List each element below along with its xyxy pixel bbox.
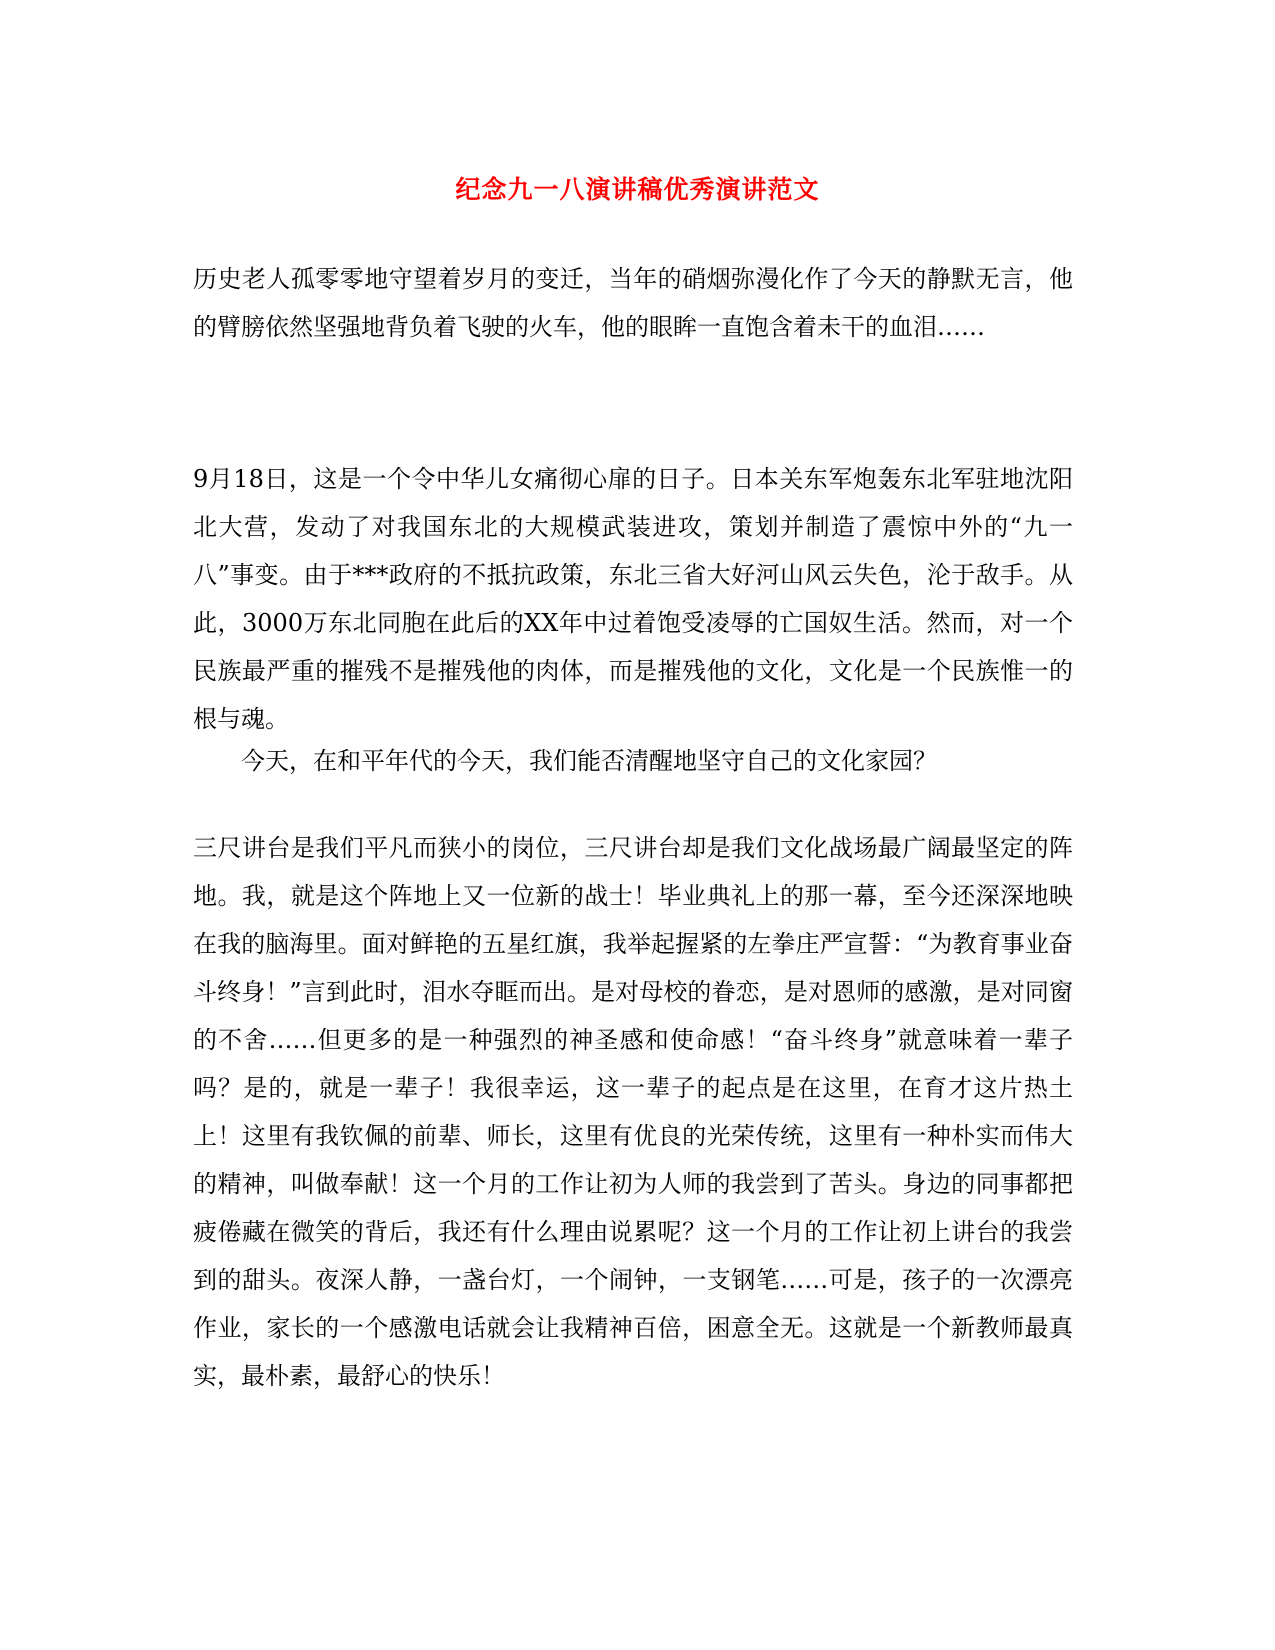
paragraph-question: 今天，在和平年代的今天，我们能否清醒地坚守自己的文化家园？ <box>241 747 937 775</box>
paragraph-intro: 历史老人孤零零地守望着岁月的变迁，当年的硝烟弥漫化作了今天的静默无言，他的臂膀依然坚强地背负着飞驶的火车，他的眼眸一直饱含着未干的血泪…… <box>193 265 1073 341</box>
paragraph-teacher: 三尺讲台是我们平凡而狭小的岗位，三尺讲台却是我们文化战场最广阔最坚定的阵地。我，就是这个阵地上又一位新的战士！毕业典礼上的那一幕，至今还深深地映在我的脑海里。面对鲜艳的五星红旗，我举起握紧的左拳庄严宣誓：“为教育事业奋斗终身！”言到此时，泪水夺眶而出。是对母校的眷恋，是对恩师的感激，是对同窗的不舍……但更多的是一种强烈的神圣感和使命感！“奋斗终身”就意味着一辈子吗？是的，就是一辈子！我很幸运，这一辈子的起点是在这里，在育才这片热土上！这里有我钦佩的前辈、师长，这里有优良的光荣传统，这里有一种朴实而伟大的精神，叫做奉献！这一个月的工作让初为人师的我尝到了苦头。身边的同事都把疲倦藏在微笑的背后，我还有什么理由说累呢？这一个月的工作让初上讲台的我尝到的甜头。夜深人静，一盏台灯，一个闹钟，一支钢笔……可是，孩子的一次漂亮作业，家长的一个感激电话就会让我精神百倍，困意全无。这就是一个新教师最真实，最朴素，最舒心的快乐！ <box>193 834 1073 1390</box>
document-title: 纪念九一八演讲稿优秀演讲范文 <box>455 175 820 204</box>
paragraph-history: 9月18日，这是一个令中华儿女痛彻心扉的日子。日本关东军炮轰东北军驻地沈阳北大营，发动了对我国东北的大规模武装进攻，策划并制造了震惊中外的“九一八”事变。由于***政府的不抵抗政策，东北三省大好河山风云失色，沦于敌手。从此，3000万东北同胞在此后的XX年中过着饱受凌辱的亡国奴生活。然而，对一个民族最严重的摧残不是摧残他的肉体，而是摧残他的文化，文化是一个民族惟一的根与魂。 <box>193 465 1073 733</box>
